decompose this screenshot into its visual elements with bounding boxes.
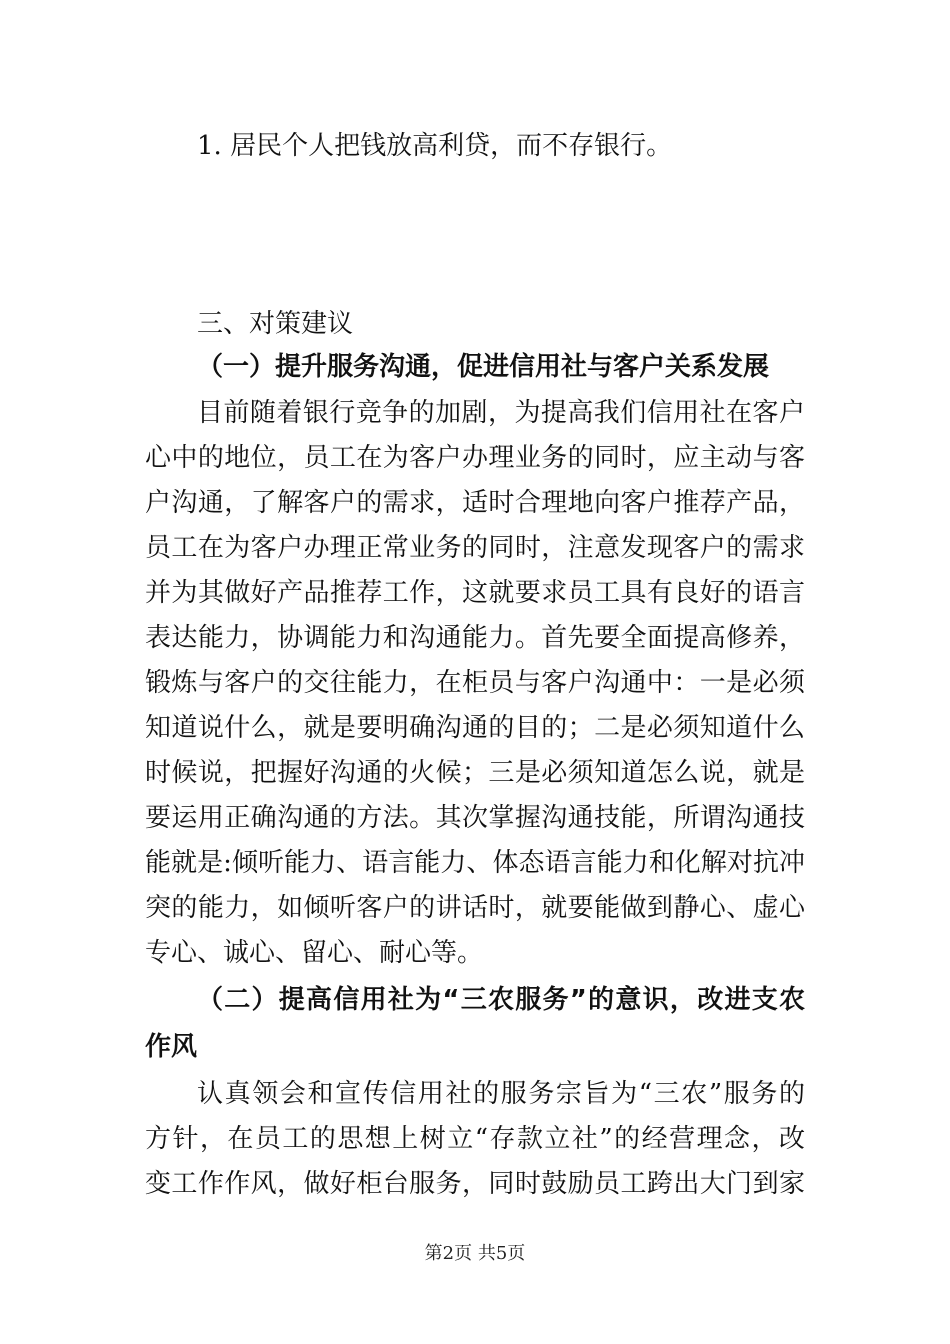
paragraph-line: 时候说，把握好沟通的火候；三是必须知道怎么说，就是 (145, 758, 805, 788)
section-heading-3: 三、对策建议 (197, 309, 354, 339)
paragraph-line: 并为其做好产品推荐工作，这就要求员工具有良好的语言 (145, 578, 805, 608)
heading-line: （二）提高信用社为“三农服务”的意识，改进支农 (197, 985, 805, 1015)
paragraph-line: 变工作作风，做好柜台服务，同时鼓励员工跨出大门到家 (145, 1169, 805, 1199)
paragraph-line: 户沟通，了解客户的需求，适时合理地向客户推荐产品， (145, 488, 805, 518)
heading-line: 作风 (145, 1032, 198, 1062)
subsection-heading-1: （一）提升服务沟通，促进信用社与客户关系发展 (197, 352, 770, 382)
list-item-1: 1. 居民个人把钱放高利贷，而不存银行。 (197, 131, 673, 161)
paragraph-line: 专心、诚心、留心、耐心等。 (145, 938, 484, 968)
paragraph-line: 表达能力，协调能力和沟通能力。首先要全面提高修养， (145, 623, 805, 653)
paragraph-line: 目前随着银行竞争的加剧，为提高我们信用社在客户 (197, 398, 805, 428)
paragraph-line: 认真领会和宣传信用社的服务宗旨为“三农”服务的 (197, 1079, 805, 1109)
paragraph-line: 要运用正确沟通的方法。其次掌握沟通技能，所谓沟通技 (145, 803, 805, 833)
paragraph-line: 员工在为客户办理正常业务的同时，注意发现客户的需求 (145, 533, 805, 563)
paragraph-line: 锻炼与客户的交往能力，在柜员与客户沟通中：一是必须 (145, 668, 805, 698)
paragraph-line: 方针，在员工的思想上树立“存款立社”的经营理念，改 (145, 1124, 805, 1154)
paragraph-line: 突的能力，如倾听客户的讲话时，就要能做到静心、虚心 (145, 893, 805, 923)
paragraph-line: 能就是:倾听能力、语言能力、体态语言能力和化解对抗冲 (145, 848, 805, 878)
page-footer: 第2页 共5页 (424, 1243, 526, 1264)
paragraph-line: 知道说什么，就是要明确沟通的目的；二是必须知道什么 (145, 713, 805, 743)
paragraph-line: 心中的地位，员工在为客户办理业务的同时，应主动与客 (145, 443, 805, 473)
